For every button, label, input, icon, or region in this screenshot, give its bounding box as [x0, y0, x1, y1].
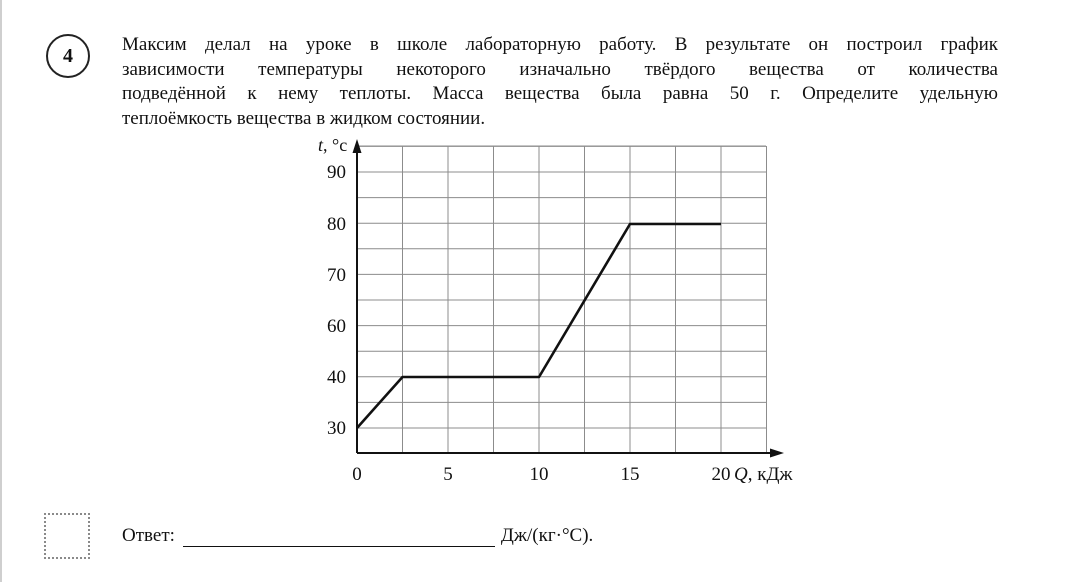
x-tick-label: 20: [711, 464, 731, 485]
answer-row: [122, 525, 593, 547]
answer-blank-line[interactable]: [183, 526, 495, 547]
y-tick-label: 30: [327, 418, 346, 439]
y-tick-label: 60: [327, 316, 346, 337]
problem-line: Максим делал на уроке в школе лабораторную работу. В результате он построил график: [122, 34, 998, 55]
problem-line: подведённой к нему теплоты. Масса вещества была равна 50 г. Определите удельную: [122, 83, 998, 104]
x-axis-label: Q, кДж: [734, 464, 793, 485]
x-tick-label: 15: [620, 464, 640, 485]
tick-labels: [327, 162, 731, 485]
y-tick-label: 80: [327, 214, 346, 235]
answer-unit: Дж/(кг·°С).: [500, 525, 594, 546]
x-tick-label: 0: [352, 464, 362, 485]
x-tick-label: 5: [443, 464, 453, 485]
problem-line: зависимости температуры некоторого изначально твёрдого вещества от количества: [122, 58, 998, 80]
problem-line: теплоёмкость вещества в жидком состоянии.: [122, 107, 486, 129]
task-number: 4: [63, 44, 73, 67]
chart-axes: [353, 139, 785, 458]
y-tick-label: 90: [327, 162, 346, 183]
x-axis-arrow: [770, 449, 784, 458]
x-tick-label: 10: [529, 464, 549, 485]
y-axis-label: t, °с: [318, 135, 348, 155]
y-tick-label: 70: [327, 265, 346, 286]
chart-grid: [357, 146, 767, 453]
y-tick-label: 40: [327, 367, 346, 388]
answer-input-box[interactable]: [44, 513, 90, 559]
answer-label: Ответ:: [122, 525, 175, 546]
